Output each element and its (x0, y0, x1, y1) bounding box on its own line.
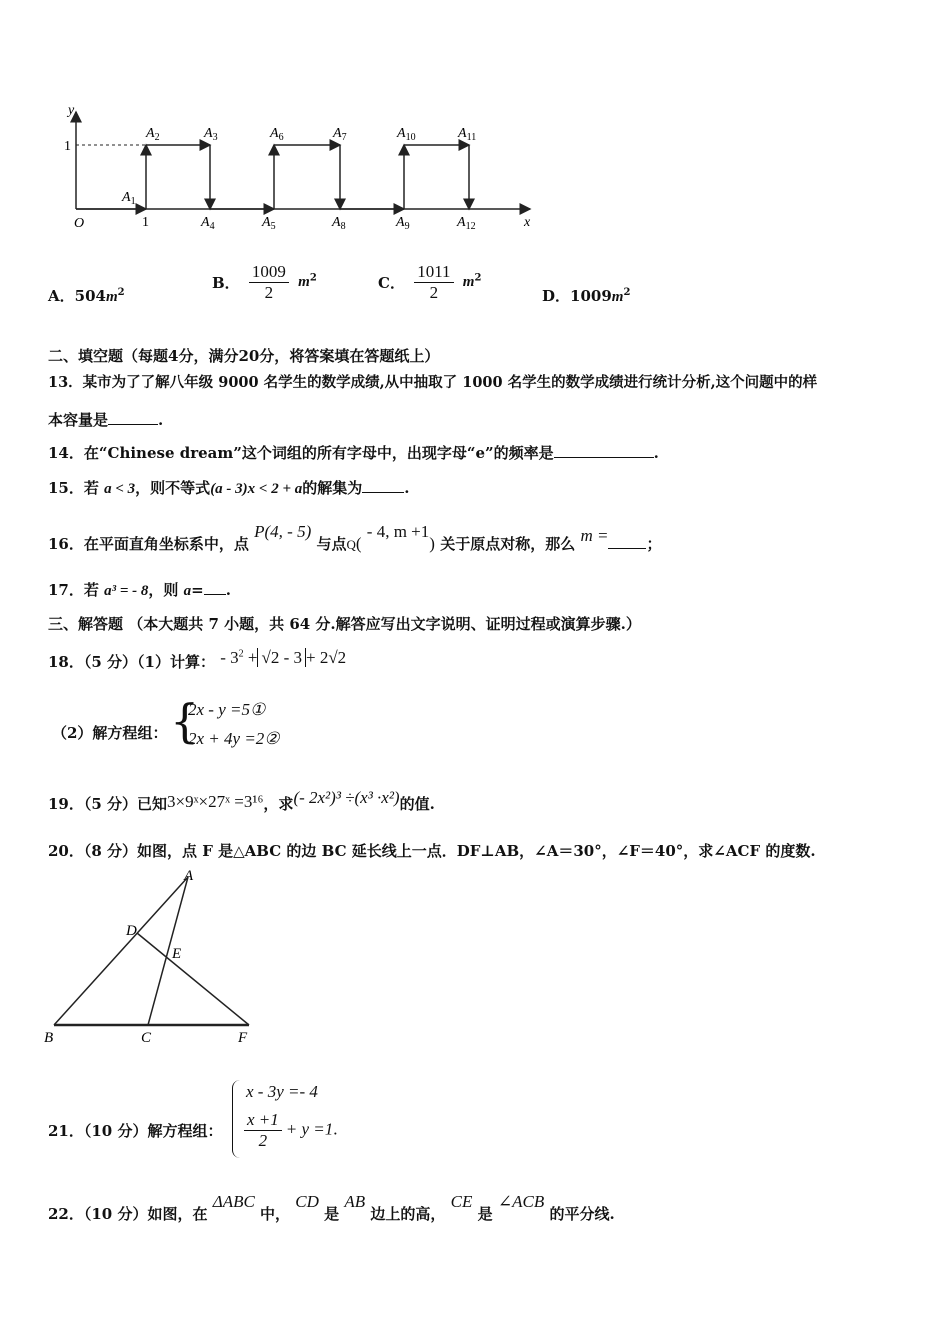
answer-blank (608, 548, 646, 549)
q18-part1: 18．（5 分）（1）计算： - $3^2 + √2 - 3 + 2√2$ (48, 648, 347, 671)
label-B: B (44, 1030, 54, 1046)
answer-blank (554, 457, 654, 458)
point-A11: A (458, 126, 467, 141)
q17: 17．若 a³ = - 8，则 a= . (48, 581, 231, 599)
point-A9: A (396, 215, 405, 230)
q13-line1: 13．某市为了了解八年级 9000 名学生的数学成绩,从中抽取了 1000 名学生的数学成绩进行统计分析,这个问题中的样 (48, 374, 818, 391)
label-C: C (141, 1030, 152, 1046)
label-D: D (126, 923, 137, 939)
label-A: A (184, 868, 194, 884)
q21-eq1: x - 3y =- 4 (246, 1082, 318, 1101)
triangle-figure (40, 866, 270, 1050)
point-A5: A (262, 215, 271, 230)
point-A3: A (204, 126, 213, 141)
point-A7: A (333, 126, 342, 141)
x-tick-1: 1 (142, 215, 149, 230)
origin-label: O (74, 216, 85, 231)
svg-text:A12: $A_{12}$ (457, 215, 476, 232)
point-A6: A (270, 126, 279, 141)
svg-text:A9: $A_9$ (396, 215, 410, 232)
q18-part2-label: （2）解方程组： (52, 724, 168, 742)
point-A2: A (146, 126, 155, 141)
svg-text:A8: $A_8$ (332, 215, 346, 232)
svg-text:A5: $A_5$ (262, 215, 276, 232)
svg-text:A4: $A_4$ (201, 215, 215, 232)
q16: 16．在平面直角坐标系中，点 P(4, - 5) 与点Q( - 4, m +1) 关于原点对称，那么 m = ； (48, 522, 662, 553)
label-E: E (172, 946, 182, 962)
q22: 22．（10 分）如图，在 ΔABC 中， CD 是 AB 边上的高， CE 是 ∠ACB 的平分线. (48, 1192, 615, 1223)
y-tick-1: 1 (64, 139, 71, 154)
point-A12: A (457, 215, 466, 230)
q15: 15．若 a < 3，则不等式(a - 3)x < 2 + a的解集为 . (48, 479, 410, 497)
q18-eq2: 2x + 4y =2② (188, 729, 280, 748)
svg-text:A11: $A_{11}$ (458, 126, 477, 143)
svg-text:A2: $A_2$ (146, 126, 160, 143)
answer-blank (362, 492, 404, 493)
section2-title: 二、填空题（每题4分，满分20分，将答案填在答题纸上） (48, 347, 440, 365)
svg-text:A6: $A_6$ (270, 126, 284, 143)
q19: 19．（5 分）已知3×9ˣ×27ˣ =3¹⁶，求(- 2x²)³ ÷(x³ ·x²)的值. (48, 788, 435, 813)
svg-text:A3: $A_3$ (204, 126, 218, 143)
q13-line2: 本容量是 . (48, 411, 164, 429)
y-axis-label: y (68, 103, 75, 118)
point-A8: A (332, 215, 341, 230)
answer-blank (108, 424, 158, 425)
q21-eq2: $\frac{x +1}{2}$ + y =1. (240, 1110, 338, 1151)
step-function-graph (60, 100, 550, 240)
system-brace: { (170, 694, 200, 748)
segment-DF (137, 933, 249, 1025)
q14: 14．在“Chinese dream”这个词组的所有字母中，出现字母“e”的频率是 . (48, 444, 659, 462)
option-d: D．$1009m^2$ (542, 287, 631, 305)
label-F: F (238, 1030, 248, 1046)
option-b: B． $\frac{1009}{2}$ $m^2$ (212, 262, 317, 302)
q20: 20．（8 分）如图，点 F 是△ABC 的边 BC 延长线上一点．DF⊥AB，∠A＝30°，∠F＝40°，求∠ACF 的度数. (48, 842, 816, 860)
point-A10: A (397, 126, 406, 141)
point-A1: A (122, 190, 131, 205)
q21-label: 21．（10 分）解方程组： (48, 1122, 223, 1140)
q18-eq1: 2x - y =5① (188, 700, 266, 719)
option-a: A．$504m^2$ (48, 287, 125, 305)
point-A4: A (201, 215, 210, 230)
svg-text:A10: $A_{10}$ (397, 126, 416, 143)
section3-title: 三、解答题 （本大题共 7 小题，共 64 分.解答应写出文字说明、证明过程或演算步骤.） (48, 615, 641, 633)
svg-text:A7: $A_7$ (333, 126, 347, 143)
x-axis-label: x (524, 215, 531, 230)
option-c: C． $\frac{1011}{2}$ $m^2$ (378, 262, 482, 302)
svg-text:A1: $A_1$ (122, 190, 136, 207)
answer-blank (204, 594, 226, 595)
